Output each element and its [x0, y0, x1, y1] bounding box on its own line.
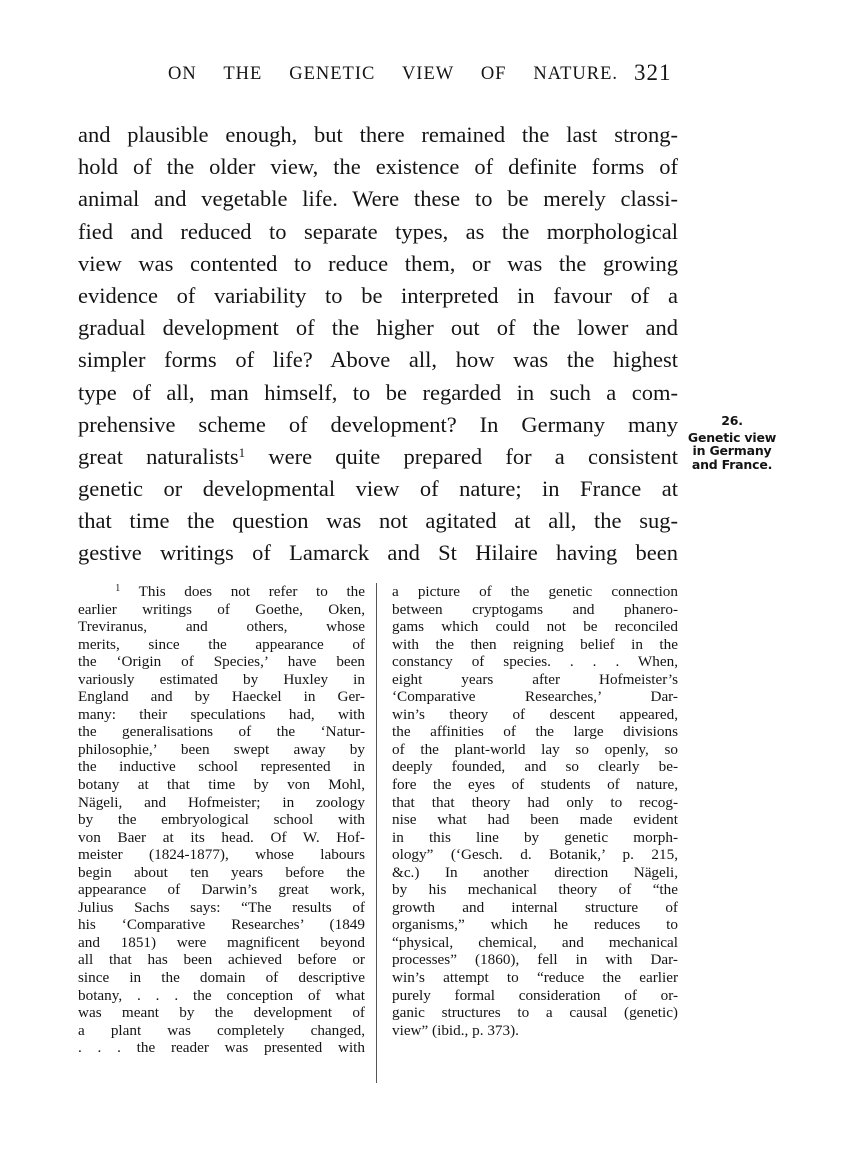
footnote-line: his ‘Comparative Researches’ (1849: [78, 916, 365, 934]
footnote-line: view” (ibid., p. 373).: [392, 1021, 519, 1039]
footnote-line: purely formal consideration of or-: [392, 986, 678, 1004]
footnote-line: “physical, chemical, and mechanical: [392, 933, 678, 951]
margin-note-line: Genetic view: [687, 429, 777, 445]
footnote-line: botany at that time by von Mohl,: [78, 776, 365, 794]
footnote-line: Julius Sachs says: “The results of: [78, 898, 365, 916]
page-number: 321: [634, 60, 672, 85]
footnote-line: by the embryological school with: [78, 811, 365, 829]
footnote-line: the ‘Origin of Species,’ have been: [78, 653, 365, 671]
footnote-line: earlier writings of Goethe, Oken,: [78, 600, 365, 618]
footnote-line: with the then reigning belief in the: [392, 635, 678, 653]
footnote-line: von Baer at its head. Of W. Hof-: [78, 828, 365, 846]
footnote-column-divider: [376, 583, 377, 1083]
footnote-line: processes” (1860), fell in with Dar-: [392, 951, 678, 969]
footnote-line: &c.) In another direction Nägeli,: [392, 863, 678, 881]
text-line: gestive writings of Lamarck and St Hilaire having been: [78, 540, 678, 566]
footnote-line: gams which could not be reconciled: [392, 618, 678, 636]
footnote-line: by his mechanical theory of “the: [392, 881, 678, 899]
footnote-line: and 1851) were magnificent beyond: [78, 933, 365, 951]
footnote-line: botany, . . . the conception of what: [78, 986, 365, 1004]
footnote-line: merits, since the appearance of: [78, 635, 365, 653]
text-line: fied and reduced to separate types, as the morphological: [78, 218, 678, 244]
running-head: ON THE GENETIC VIEW OF NATURE.: [168, 64, 618, 84]
footnote-line: win’s attempt to “reduce the earlier: [392, 969, 678, 987]
footnote-line: growth and internal structure of: [392, 898, 678, 916]
text-line: view was contented to reduce them, or was the growing: [78, 250, 678, 276]
footnote-line: a picture of the genetic connection: [392, 583, 678, 600]
footnote-line: ganic structures to a causal (genetic): [392, 1004, 678, 1022]
footnote-line: all that has been achieved before or: [78, 951, 365, 969]
footnote-line: philosophie,’ been swept away by: [78, 740, 365, 758]
text-line: hold of the older view, the existence of definite forms of: [78, 154, 678, 180]
footnote-line: the affinities of the large divisions: [392, 723, 678, 741]
footnote-line: Treviranus, and others, whose: [78, 618, 365, 636]
margin-note-line: in Germany: [692, 443, 772, 458]
text-line: evidence of variability to be interpreted in favour of a: [78, 282, 678, 308]
footnote-line: ology” (‘Gesch. d. Botanik,’ p. 215,: [392, 846, 678, 864]
text-line: animal and vegetable life. Were these to be merely classi-: [78, 186, 678, 212]
footnote-line: between cryptogams and phanero-: [392, 600, 678, 618]
footnote-line: was meant by the development of: [78, 1004, 365, 1022]
footnote-right-column: [392, 583, 678, 1039]
footnote-text: This does not refer to the: [138, 583, 365, 600]
margin-note: [686, 414, 778, 471]
text-line: type of all, man himself, to be regarded in such a com-: [78, 379, 678, 405]
main-text: [78, 119, 678, 570]
text-line-with-footnote-ref: [78, 441, 678, 473]
footnote-line: eight years after Hofmeister’s: [392, 670, 678, 688]
footnote-line: variously estimated by Huxley in: [78, 670, 365, 688]
footnote-line: England and by Haeckel in Ger-: [78, 688, 365, 706]
footnote-line: appearance of Darwin’s great work,: [78, 881, 365, 899]
footnote-line: constancy of species. . . . When,: [392, 653, 678, 671]
text-line: and plausible enough, but there remained the last strong-: [78, 122, 678, 147]
text-line: prehensive scheme of development? In Germany many: [78, 411, 678, 437]
footnote-line: meister (1824-1877), whose labours: [78, 846, 365, 864]
footnote-line: ‘Comparative Researches,’ Dar-: [392, 688, 678, 706]
footnote-line: win’s theory of descent appeared,: [392, 705, 678, 723]
footnote-line: begin about ten years before the: [78, 863, 365, 881]
footnote-line: the inductive school represented in: [78, 758, 365, 776]
text-line: genetic or developmental view of nature; in France at: [78, 476, 678, 502]
footnote-line: many: their speculations had, with: [78, 705, 365, 723]
footnote-line: that that theory had only to recog-: [392, 793, 678, 811]
footnote-line: fore the eyes of students of nature,: [392, 776, 678, 794]
footnote-line: [78, 583, 365, 601]
text-line: that time the question was not agitated at all, the sug-: [78, 508, 678, 534]
footnote-line: in this line by genetic morph-: [392, 828, 678, 846]
margin-note-line: and France.: [691, 456, 773, 472]
footnote-line: a plant was completely changed,: [78, 1021, 365, 1039]
text-line: simpler forms of life? Above all, how was the highest: [78, 347, 678, 373]
text-segment: were quite prepared for a consistent: [268, 443, 678, 469]
footnote-reference: 1: [238, 444, 246, 460]
footnote-line: deeply founded, and so clearly be-: [392, 758, 678, 776]
footnote-line: since in the domain of descriptive: [78, 969, 365, 987]
text-line: gradual development of the higher out of the lower and: [78, 315, 678, 341]
footnote-line: organisms,” which he reduces to: [392, 916, 678, 934]
footnote-line: nise what had been made evident: [392, 811, 678, 829]
footnote-line: of the plant-world lay so openly, so: [392, 740, 678, 758]
footnote-line: the generalisations of the ‘Natur-: [78, 723, 365, 741]
footnote-line: Nägeli, and Hofmeister; in zoology: [78, 793, 365, 811]
text-segment: great naturalists: [78, 443, 239, 469]
footnote-line: . . . the reader was presented with: [78, 1039, 365, 1057]
footnote-left-column: [78, 583, 365, 1057]
margin-note-number: 26.: [721, 413, 743, 428]
footnote-marker: 1: [115, 583, 121, 594]
